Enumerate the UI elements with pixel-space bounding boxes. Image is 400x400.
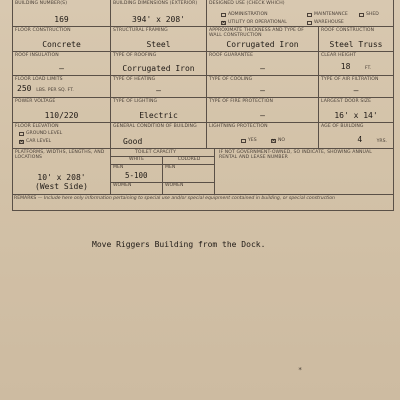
roof-guarantee-label: ROOF GUARANTEE (209, 53, 254, 58)
toilet-white-men: MEN 5-100 (111, 164, 163, 182)
checkbox (307, 13, 312, 17)
type-of-cooling-value: — (260, 86, 265, 95)
platforms-label: PLATFORMS, WIDTHS, LENGTHS, AND LOCATIONS (15, 150, 105, 160)
remarks-instructions: Include here only information pertaining to special use and/or special equipment contained in building, or special construction (43, 196, 335, 201)
general-condition-label: GENERAL CONDITION OF BUILDING (113, 124, 197, 129)
power-voltage-label: POWER VOLTAGE (15, 99, 56, 104)
toilet-white-women: WOMEN (111, 182, 163, 195)
floor-construction-cell (13, 27, 111, 52)
clear-height-unit: FT. (364, 66, 372, 71)
toilet-colored-women: WOMEN (163, 182, 215, 195)
platforms-location: (West Side) (35, 182, 88, 191)
building-dimensions-value: 394' x 208' (132, 15, 185, 24)
clear-height-label: CLEAR HEIGHT (321, 53, 357, 58)
floor-elevation-car: ✕ CAR LEVEL (19, 138, 52, 145)
remarks-label: REMARKS (14, 196, 37, 201)
roof-construction-label: ROOF CONSTRUCTION (321, 28, 375, 33)
building-dimensions-label: BUILDING DIMENSIONS (EXTERIOR) (113, 1, 198, 6)
air-filtration-label: TYPE OF AIR FILTRATION (321, 77, 379, 82)
checkbox-checked: ✕ (19, 138, 24, 145)
building-dimensions-cell (111, 0, 207, 27)
toilet-colored-men: MEN (163, 164, 215, 182)
roof-construction-value: Steel Truss (329, 40, 383, 49)
floor-load-limits-unit: LBS. PER SQ. FT. (36, 88, 74, 93)
type-of-lighting-cell (111, 98, 207, 123)
building-numbers-value: 169 (54, 15, 69, 24)
designed-use-warehouse: WAREHOUSE (307, 20, 344, 25)
lightning-protection-no: ✕ NO (271, 137, 286, 144)
largest-door-size-cell (319, 98, 393, 123)
fire-protection-value: — (260, 111, 265, 120)
remarks: REMARKS — Include here only information pertaining to special use and/or special equipment contained in building, or special construction (14, 196, 335, 201)
wall-construction-value: Corrugated Iron (226, 40, 299, 49)
lightning-protection-yes: YES (241, 138, 257, 143)
toilet-colored-header: COLORED (163, 156, 215, 164)
general-condition-cell (111, 123, 207, 149)
checkbox (19, 132, 24, 136)
structural-framing-value: Steel (146, 40, 171, 49)
type-of-roofing-cell (111, 52, 207, 76)
typed-remark: Move Riggers Building from the Dock. (92, 240, 266, 249)
age-of-building-value: 4 YRS. (357, 135, 387, 144)
toilet-capacity-label: TOILET CAPACITY (135, 150, 177, 155)
type-of-lighting-label: TYPE OF LIGHTING (113, 99, 158, 104)
age-of-building-label: AGE OF BUILDING (321, 124, 364, 129)
floor-load-limits-value: 250 LBS. PER SQ. FT. (17, 84, 74, 93)
floor-construction-label: FLOOR CONSTRUCTION (15, 28, 71, 33)
air-filtration-value: — (353, 86, 359, 95)
floor-elevation-label: FLOOR ELEVATION (15, 124, 59, 129)
age-of-building-cell (319, 123, 393, 149)
building-numbers-cell (13, 0, 111, 27)
structural-framing-label: STRUCTURAL FRAMING (113, 28, 168, 33)
type-of-roofing-value: Corrugated Iron (122, 64, 195, 73)
air-filtration-cell (319, 76, 393, 98)
platforms-value: 10' x 208' (37, 173, 86, 182)
type-of-cooling-cell (207, 76, 319, 98)
structural-framing-cell (111, 27, 207, 52)
roof-guarantee-value: — (260, 64, 265, 73)
fire-protection-label: TYPE OF FIRE PROTECTION (209, 99, 274, 104)
building-record-form (12, 0, 394, 211)
type-of-heating-value: — (156, 86, 161, 95)
lightning-protection-label: LIGHTNING PROTECTION (209, 124, 268, 129)
type-of-lighting-value: Electric (139, 111, 178, 120)
power-voltage-cell (13, 98, 111, 123)
type-of-cooling-label: TYPE OF COOLING (209, 77, 253, 82)
wall-construction-label: APPROXIMATE THICKNESS AND TYPE OF WALL CONSTRUCTION (209, 28, 304, 38)
toilet-capacity-cell (111, 149, 215, 195)
checkbox-checked: ✕ (221, 19, 226, 26)
clear-height-value: 18 FT. (340, 62, 372, 71)
power-voltage-value: 110/220 (44, 111, 79, 120)
largest-door-size-value: 16' x 14' (334, 111, 378, 120)
checkbox (307, 21, 312, 25)
fire-protection-cell (207, 98, 319, 123)
designed-use-utility: ✕ UTILITY OR OPERATIONAL (221, 19, 287, 26)
designed-use-administration: ADMINISTRATION (221, 12, 268, 17)
largest-door-size-label: LARGEST DOOR SIZE (321, 99, 372, 104)
floor-elevation-ground: GROUND LEVEL (19, 131, 62, 136)
designed-use-shed: SHED (359, 12, 379, 17)
stray-mark: * (298, 366, 303, 374)
roof-insulation-value: — (59, 64, 64, 73)
platforms-cell (13, 149, 111, 195)
age-of-building-unit: YRS. (376, 139, 387, 144)
checkbox (221, 13, 226, 17)
designed-use-maintenance: MAINTENANCE (307, 12, 348, 17)
roof-insulation-label: ROOF INSULATION (15, 53, 59, 58)
clear-height-cell (319, 52, 393, 76)
wall-construction-cell (207, 27, 319, 52)
lightning-protection-cell (207, 123, 319, 149)
floor-construction-value: Concrete (42, 40, 81, 49)
checkbox (241, 139, 246, 143)
floor-load-limits-cell (13, 76, 111, 98)
type-of-heating-label: TYPE OF HEATING (113, 77, 156, 82)
toilet-white-men-value: 5-100 (125, 171, 148, 180)
building-numbers-label: BUILDING NUMBER(S) (15, 1, 68, 6)
floor-load-limits-label: FLOOR LOAD LIMITS (15, 77, 63, 82)
checkbox-checked: ✕ (271, 137, 276, 144)
type-of-heating-cell (111, 76, 207, 98)
type-of-roofing-label: TYPE OF ROOFING (113, 53, 157, 58)
designed-use-label: DESIGNED USE (CHECK WHICH) (209, 1, 285, 6)
designed-use-cell (207, 0, 393, 27)
ownership-label: IF NOT GOVERNMENT-OWNED, SO INDICATE, SHOWING ANNUAL RENTAL AND LEASE NUMBER (219, 150, 372, 160)
roof-insulation-cell (13, 52, 111, 76)
roof-guarantee-cell (207, 52, 319, 76)
general-condition-value: Good (123, 137, 143, 146)
ownership-cell (215, 149, 393, 195)
toilet-white-header: WHITE (111, 156, 163, 164)
floor-elevation-cell (13, 123, 111, 149)
roof-construction-cell (319, 27, 393, 52)
checkbox (359, 13, 364, 17)
